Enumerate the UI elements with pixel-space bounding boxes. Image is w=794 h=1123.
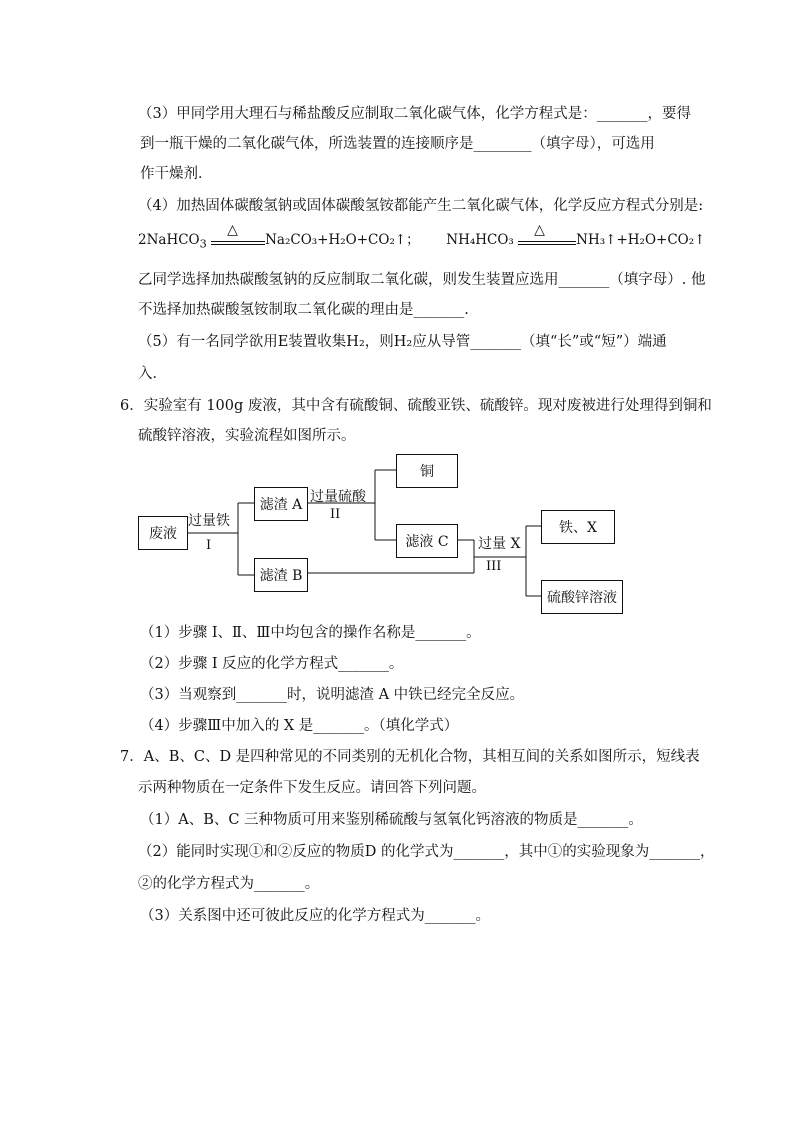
- step3-reagent-label: 过量 X: [478, 536, 521, 552]
- q5-part4-line3: 不选择加热碳酸氢铵制取二氧化碳的理由是_______.: [138, 302, 469, 318]
- q5-part4-line2: 乙同学选择加热碳酸氢钠的反应制取二氧化碳，则发生装置应选用_______（填字母）. 他: [138, 272, 706, 288]
- q7-stem-line1: 7．A、B、C、D 是四种常见的不同类别的无机化合物，其相互间的关系如图所示，短线表: [120, 749, 700, 765]
- eq1-products: Na₂CO₃+H₂O+CO₂↑；: [265, 232, 420, 248]
- q5-part3-line2: 到一瓶干燥的二氧化碳气体，所选装置的连接顺序是________（填字母），可选用: [140, 136, 655, 152]
- step3-number-label: III: [486, 559, 502, 574]
- q7-sub2-line2: ②的化学方程式为_______。: [138, 876, 320, 892]
- q5-part3-line3: 作干燥剂．: [140, 166, 213, 182]
- q6-sub2: （2）步骤 I 反应的化学方程式_______。: [140, 656, 404, 672]
- filtrate-b-box: 滤渣 B: [254, 558, 308, 592]
- waste-liquid-box: 废液: [138, 516, 188, 550]
- step2-number-label: II: [330, 507, 341, 522]
- eq2-reactant: NH₄HCO₃: [446, 232, 514, 248]
- eq2-products: NH₃↑+H₂O+CO₂↑: [576, 232, 706, 248]
- q5-part5-line2: 入．: [138, 366, 167, 382]
- q7-sub2-line1: （2）能同时实现①和②反应的物质D 的化学式为_______，其中①的实验现象为_______，: [138, 844, 715, 860]
- q5-part4-line1: （4）加热固体碳酸氢钠或固体碳酸氢铵都能产生二氧化碳气体，化学反应方程式分别是:: [138, 198, 704, 214]
- q7-sub1: （1）A、B、C 三种物质可用来鉴别稀硫酸与氢氧化钙溶液的物质是_______。: [140, 812, 643, 828]
- iron-x-box: 铁、X: [541, 510, 615, 544]
- eq1-reactant: 2NaHCO: [138, 232, 200, 248]
- eq1-reactant-subscript: 3: [199, 237, 207, 251]
- step2-reagent-label: 过量硫酸: [310, 489, 366, 505]
- q5-part5-line1: （5）有一名同学欲用E装置收集H₂，则H₂应从导管_______（填“长”或“短”）端通: [138, 334, 667, 350]
- zinc-sulfate-box: 硫酸锌溶液: [541, 580, 623, 614]
- q7-stem-line2: 示两种物质在一定条件下发生反应。请回答下列问题。: [138, 780, 486, 796]
- q6-sub4: （4）步骤Ⅲ中加入的 X 是_______。（填化学式）: [140, 718, 459, 734]
- residue-a-box: 滤渣 A: [254, 487, 308, 521]
- q6-sub1: （1）步骤 I、Ⅱ、Ⅲ中均包含的操作名称是_______。: [140, 625, 481, 641]
- q6-stem-line1: 6．实验室有 100g 废液，其中含有硫酸铜、硫酸亚铁、硫酸锌。现对废被进行处理得到铜和: [120, 398, 712, 414]
- delta-symbol-1: △: [227, 221, 238, 238]
- q6-stem-line2: 硫酸锌溶液，实验流程如图所示。: [138, 428, 356, 444]
- step1-number-label: I: [206, 538, 212, 553]
- filtrate-c-box: 滤液 C: [396, 524, 458, 558]
- q7-sub3: （3）关系图中还可彼此反应的化学方程式为_______。: [140, 908, 490, 924]
- step1-reagent-label: 过量铁: [188, 513, 230, 529]
- q6-sub3: （3）当观察到_______时，说明滤渣 A 中铁已经完全反应。: [140, 687, 525, 703]
- copper-box: 铜: [396, 454, 458, 488]
- q5-part3-line1: （3）甲同学用大理石与稀盐酸反应制取二氧化碳气体，化学方程式是：_______，要得: [138, 106, 691, 122]
- delta-symbol-2: △: [534, 221, 545, 238]
